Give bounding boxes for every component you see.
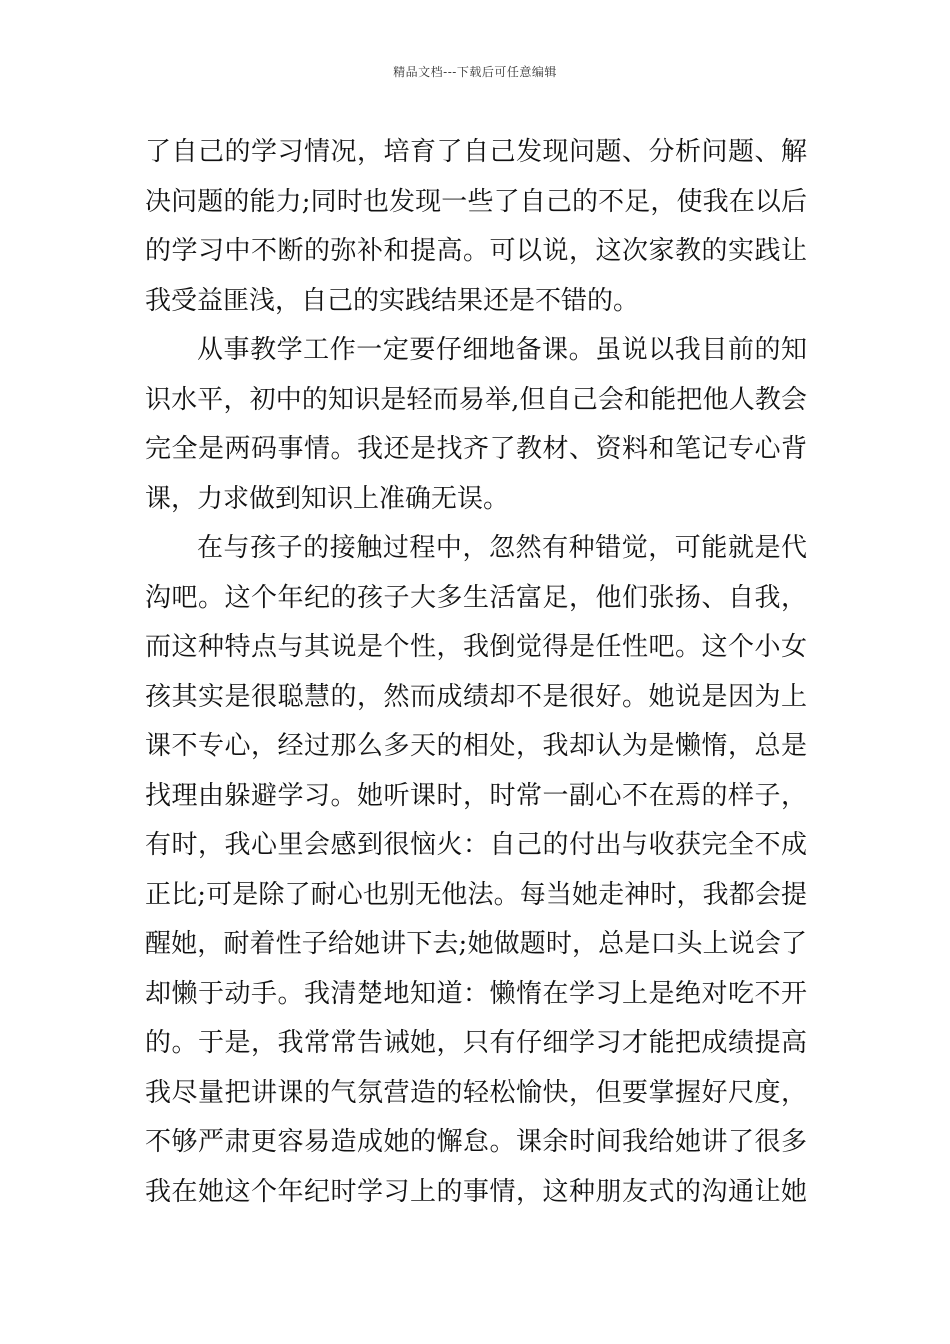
text-line: 课，力求做到知识上准确无误。 — [145, 483, 510, 514]
text-line: 的。于是，我常常告诫她，只有仔细学习才能把成绩提高 — [145, 1028, 807, 1058]
text-line: 沟吧。这个年纪的孩子大多生活富足，他们张扬、自我， — [145, 582, 807, 613]
text-line: 识水平，初中的知识是轻而易举,但自己会和能把他人教会 — [145, 384, 807, 415]
text-line: 有时，我心里会感到很恼火：自己的付出与收获完全不成 — [145, 830, 807, 860]
text-line: 我尽量把讲课的气氛营造的轻松愉快，但要掌握好尺度， — [145, 1077, 807, 1108]
text-line: 我受益匪浅，自己的实践结果还是不错的。 — [145, 285, 640, 316]
text-line: 孩其实是很聪慧的，然而成绩却不是很好。她说是因为上 — [145, 681, 807, 712]
body-text — [145, 128, 807, 1217]
page-header: 精品文档---下载后可任意编辑 — [393, 65, 557, 79]
text-line: 我在她这个年纪时学习上的事情，这种朋友式的沟通让她 — [145, 1176, 807, 1207]
text-line: 正比;可是除了耐心也别无他法。每当她走神时，我都会提 — [145, 879, 807, 910]
text-line: 的学习中不断的弥补和提高。可以说，这次家教的实践让 — [145, 236, 807, 266]
text-line: 课不专心，经过那么多天的相处，我却认为是懒惰，总是 — [145, 731, 807, 761]
text-line: 决问题的能力;同时也发现一些了自己的不足，使我在以后 — [145, 186, 807, 217]
text-line: 不够严肃更容易造成她的懈怠。课余时间我给她讲了很多 — [145, 1127, 807, 1157]
text-line: 醒她，耐着性子给她讲下去;她做题时，总是口头上说会了 — [145, 929, 807, 959]
text-line: 从事教学工作一定要仔细地备课。虽说以我目前的知 — [197, 335, 807, 365]
text-line: 完全是两码事情。我还是找齐了教材、资料和笔记专心背 — [145, 434, 807, 464]
text-line: 在与孩子的接触过程中，忽然有种错觉，可能就是代 — [197, 533, 807, 563]
text-line: 而这种特点与其说是个性，我倒觉得是任性吧。这个小女 — [145, 632, 807, 662]
text-line: 了自己的学习情况，培育了自己发现问题、分析问题、解 — [145, 137, 807, 167]
text-line: 却懒于动手。我清楚地知道：懒惰在学习上是绝对吃不开 — [145, 978, 807, 1009]
text-line: 找理由躲避学习。她听课时，时常一副心不在焉的样子， — [145, 780, 807, 811]
